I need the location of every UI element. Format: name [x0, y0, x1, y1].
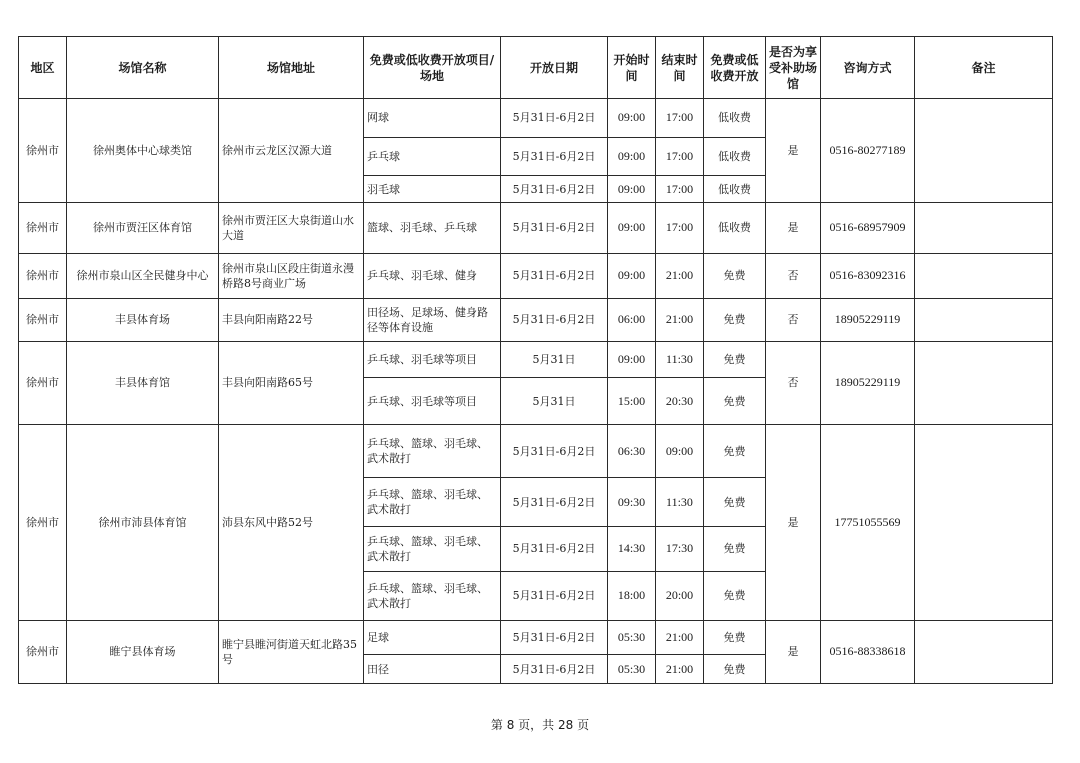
header-open-date: 开放日期 — [501, 37, 608, 99]
start-time-cell: 14:30 — [608, 526, 656, 571]
venue-name-cell: 丰县体育场 — [67, 298, 219, 341]
open-item-cell: 羽毛球 — [364, 176, 501, 202]
open-date-cell: 5月31日 — [501, 378, 608, 425]
page-number: 第 8 页，共 28 页 — [490, 718, 590, 732]
open-date-cell: 5月31日-6月2日 — [501, 253, 608, 298]
end-time-cell: 11:30 — [656, 341, 704, 378]
subsidized-cell: 是 — [766, 202, 821, 253]
subsidized-cell: 是 — [766, 425, 821, 621]
header-venue-name: 场馆名称 — [67, 37, 219, 99]
start-time-cell: 09:00 — [608, 253, 656, 298]
fee-type-cell: 低收费 — [704, 137, 766, 176]
fee-type-cell: 免费 — [704, 655, 766, 684]
contact-cell: 18905229119 — [821, 341, 915, 425]
start-time-cell: 06:00 — [608, 298, 656, 341]
header-venue-address: 场馆地址 — [219, 37, 364, 99]
open-item-cell: 足球 — [364, 620, 501, 655]
fee-type-cell: 免费 — [704, 341, 766, 378]
contact-cell: 0516-80277189 — [821, 99, 915, 203]
remarks-cell — [915, 298, 1053, 341]
region-cell: 徐州市 — [19, 341, 67, 425]
fee-type-cell: 低收费 — [704, 176, 766, 202]
region-cell: 徐州市 — [19, 99, 67, 203]
region-cell: 徐州市 — [19, 298, 67, 341]
open-date-cell: 5月31日-6月2日 — [501, 571, 608, 620]
contact-cell: 0516-88338618 — [821, 620, 915, 683]
venue-name-cell: 徐州市泉山区全民健身中心 — [67, 253, 219, 298]
remarks-cell — [915, 99, 1053, 203]
open-date-cell: 5月31日-6月2日 — [501, 620, 608, 655]
end-time-cell: 21:00 — [656, 253, 704, 298]
fee-type-cell: 免费 — [704, 620, 766, 655]
open-item-cell: 乒乓球 — [364, 137, 501, 176]
venue-address-cell: 丰县向阳南路22号 — [219, 298, 364, 341]
start-time-cell: 05:30 — [608, 620, 656, 655]
open-date-cell: 5月31日-6月2日 — [501, 202, 608, 253]
fee-type-cell: 低收费 — [704, 202, 766, 253]
venue-name-cell: 睢宁县体育场 — [67, 620, 219, 683]
table-row — [19, 99, 1053, 138]
open-date-cell: 5月31日-6月2日 — [501, 176, 608, 202]
end-time-cell: 21:00 — [656, 298, 704, 341]
fee-type-cell: 免费 — [704, 298, 766, 341]
venue-address-cell: 徐州市云龙区汉源大道 — [219, 99, 364, 203]
subsidized-cell: 是 — [766, 99, 821, 203]
header-free-items: 免费或低收费开放项目/场地 — [364, 37, 501, 99]
start-time-cell: 09:00 — [608, 202, 656, 253]
venue-name-cell: 徐州市沛县体育馆 — [67, 425, 219, 621]
venue-address-cell: 丰县向阳南路65号 — [219, 341, 364, 425]
start-time-cell: 09:00 — [608, 341, 656, 378]
open-item-cell: 网球 — [364, 99, 501, 138]
fee-type-cell: 免费 — [704, 478, 766, 527]
end-time-cell: 17:00 — [656, 137, 704, 176]
remarks-cell — [915, 620, 1053, 683]
region-cell: 徐州市 — [19, 202, 67, 253]
header-subsidized: 是否为享受补助场馆 — [766, 37, 821, 99]
open-item-cell: 乒乓球、羽毛球等项目 — [364, 378, 501, 425]
open-date-cell: 5月31日-6月2日 — [501, 425, 608, 478]
fee-type-cell: 免费 — [704, 425, 766, 478]
venue-address-cell: 睢宁县睢河街道天虹北路35号 — [219, 620, 364, 683]
end-time-cell: 17:00 — [656, 176, 704, 202]
subsidized-cell: 否 — [766, 253, 821, 298]
open-item-cell: 乒乓球、篮球、羽毛球、武术散打 — [364, 526, 501, 571]
table-row — [19, 202, 1053, 253]
header-fee-type: 免费或低收费开放 — [704, 37, 766, 99]
table-row — [19, 253, 1053, 298]
fee-type-cell: 低收费 — [704, 99, 766, 138]
open-item-cell: 乒乓球、篮球、羽毛球、武术散打 — [364, 571, 501, 620]
start-time-cell: 09:00 — [608, 99, 656, 138]
region-cell: 徐州市 — [19, 253, 67, 298]
contact-cell: 18905229119 — [821, 298, 915, 341]
table-body — [19, 99, 1053, 684]
open-date-cell: 5月31日-6月2日 — [501, 99, 608, 138]
open-date-cell: 5月31日-6月2日 — [501, 478, 608, 527]
end-time-cell: 21:00 — [656, 620, 704, 655]
subsidized-cell: 是 — [766, 620, 821, 683]
open-item-cell: 篮球、羽毛球、乒乓球 — [364, 202, 501, 253]
venue-name-cell: 徐州市贾汪区体育馆 — [67, 202, 219, 253]
open-item-cell: 乒乓球、篮球、羽毛球、武术散打 — [364, 425, 501, 478]
header-row — [19, 37, 1053, 99]
remarks-cell — [915, 253, 1053, 298]
remarks-cell — [915, 202, 1053, 253]
start-time-cell: 09:00 — [608, 176, 656, 202]
open-item-cell: 乒乓球、羽毛球等项目 — [364, 341, 501, 378]
remarks-cell — [915, 425, 1053, 621]
start-time-cell: 18:00 — [608, 571, 656, 620]
open-item-cell: 田径 — [364, 655, 501, 684]
contact-cell: 17751055569 — [821, 425, 915, 621]
open-item-cell: 乒乓球、篮球、羽毛球、武术散打 — [364, 478, 501, 527]
table-row — [19, 620, 1053, 655]
open-date-cell: 5月31日-6月2日 — [501, 526, 608, 571]
subsidized-cell: 否 — [766, 341, 821, 425]
header-end-time: 结束时间 — [656, 37, 704, 99]
start-time-cell: 15:00 — [608, 378, 656, 425]
header-start-time: 开始时间 — [608, 37, 656, 99]
start-time-cell: 05:30 — [608, 655, 656, 684]
end-time-cell: 09:00 — [656, 425, 704, 478]
header-remarks: 备注 — [915, 37, 1053, 99]
end-time-cell: 17:00 — [656, 202, 704, 253]
remarks-cell — [915, 341, 1053, 425]
start-time-cell: 06:30 — [608, 425, 656, 478]
open-date-cell: 5月31日-6月2日 — [501, 655, 608, 684]
end-time-cell: 17:00 — [656, 99, 704, 138]
page-footer — [0, 716, 1080, 733]
header-contact: 咨询方式 — [821, 37, 915, 99]
end-time-cell: 20:30 — [656, 378, 704, 425]
fee-type-cell: 免费 — [704, 571, 766, 620]
contact-cell: 0516-68957909 — [821, 202, 915, 253]
region-cell: 徐州市 — [19, 425, 67, 621]
contact-cell: 0516-83092316 — [821, 253, 915, 298]
table-row — [19, 298, 1053, 341]
open-item-cell: 乒乓球、羽毛球、健身 — [364, 253, 501, 298]
venue-address-cell: 徐州市泉山区段庄街道永漫桥路8号商业广场 — [219, 253, 364, 298]
open-date-cell: 5月31日-6月2日 — [501, 298, 608, 341]
venue-name-cell: 徐州奥体中心球类馆 — [67, 99, 219, 203]
start-time-cell: 09:00 — [608, 137, 656, 176]
venue-address-cell: 沛县东风中路52号 — [219, 425, 364, 621]
fee-type-cell: 免费 — [704, 526, 766, 571]
fee-type-cell: 免费 — [704, 253, 766, 298]
venue-address-cell: 徐州市贾汪区大泉街道山水大道 — [219, 202, 364, 253]
end-time-cell: 21:00 — [656, 655, 704, 684]
subsidized-cell: 否 — [766, 298, 821, 341]
open-date-cell: 5月31日 — [501, 341, 608, 378]
end-time-cell: 11:30 — [656, 478, 704, 527]
venue-table — [18, 36, 1053, 684]
header-region: 地区 — [19, 37, 67, 99]
fee-type-cell: 免费 — [704, 378, 766, 425]
venue-name-cell: 丰县体育馆 — [67, 341, 219, 425]
table-row — [19, 425, 1053, 478]
start-time-cell: 09:30 — [608, 478, 656, 527]
open-date-cell: 5月31日-6月2日 — [501, 137, 608, 176]
open-item-cell: 田径场、足球场、健身路径等体育设施 — [364, 298, 501, 341]
table-row — [19, 341, 1053, 378]
region-cell: 徐州市 — [19, 620, 67, 683]
end-time-cell: 20:00 — [656, 571, 704, 620]
end-time-cell: 17:30 — [656, 526, 704, 571]
